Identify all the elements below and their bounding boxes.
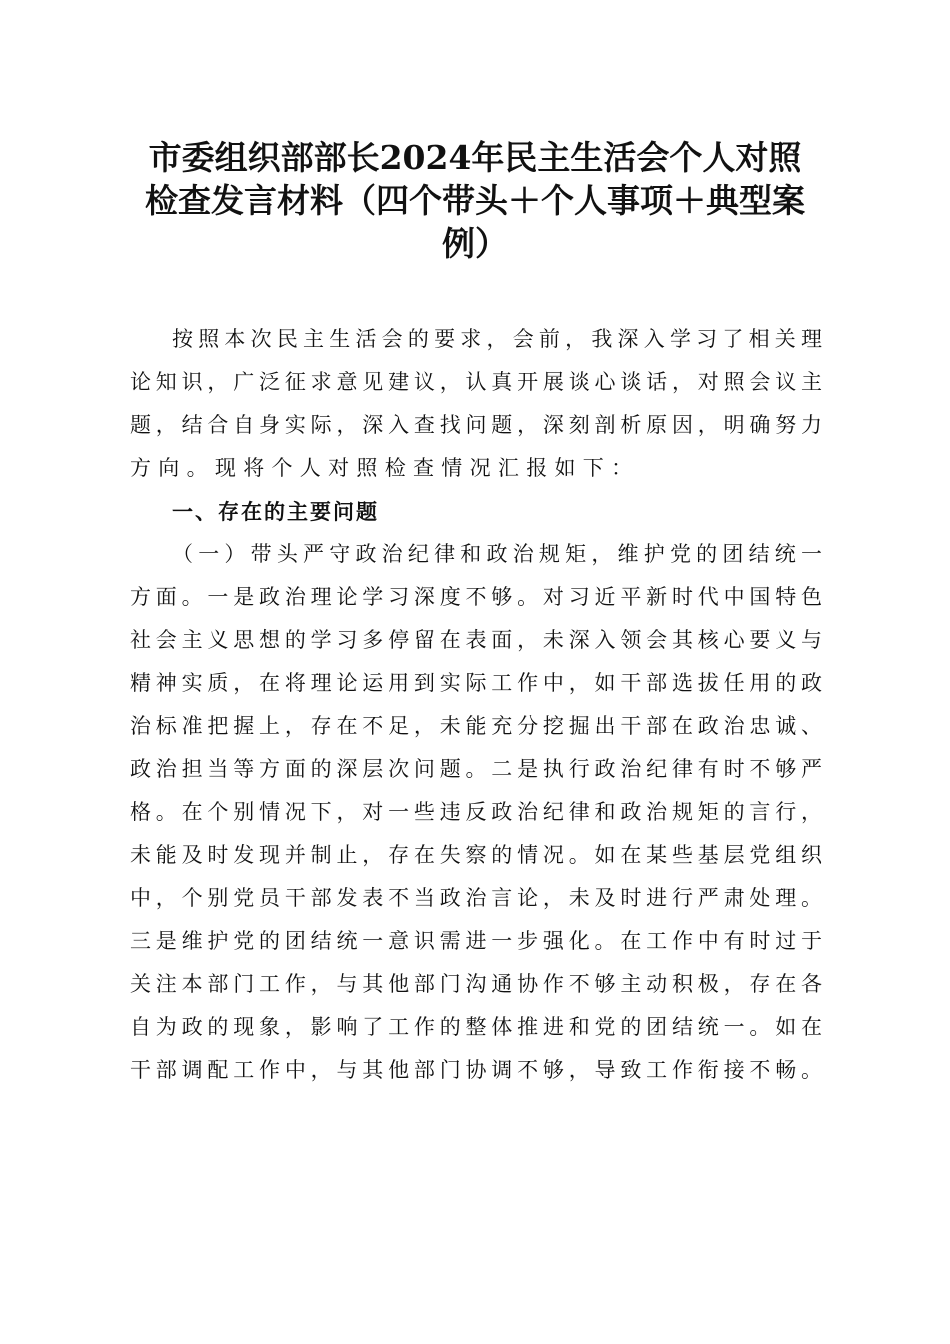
text-line: 治标准把握上，存在不足，未能充分挖掘出干部在政治忠诚、 [130,714,822,738]
text-line: 关注本部门工作，与其他部门沟通协作不够主动积极，存在各 [130,972,822,996]
title-line-1: 市委组织部部长2024年民主生活会个人对照 [148,138,802,177]
section-heading: 一、存在的主要问题 [172,499,379,524]
text-line: 论知识，广泛征求意见建议，认真开展谈心谈话，对照会议主 [130,370,822,394]
text-line: 未能及时发现并制止，存在失察的情况。如在某些基层党组织 [130,843,822,867]
text-line: 题，结合自身实际，深入查找问题，深刻剖析原因，明确努力 [130,413,822,437]
text-line: 政治担当等方面的深层次问题。二是执行政治纪律有时不够严 [130,757,822,781]
text-line: 干部调配工作中，与其他部门协调不够，导致工作衔接不畅。 [130,1058,822,1082]
intro-paragraph [130,318,822,490]
text-line: 按照本次民主生活会的要求，会前，我深入学习了相关理 [172,327,822,351]
text-line: 方向。现将个人对照检查情况汇报如下： [130,456,640,480]
text-line: 精神实质，在将理论运用到实际工作中，如干部选拔任用的政 [130,671,822,695]
document-body [130,318,822,1092]
text-line: 三是维护党的团结统一意识需进一步强化。在工作中有时过于 [130,929,822,953]
title-line-3: 例） [442,224,508,263]
text-line: （一）带头严守政治纪律和政治规矩，维护党的团结统一 [172,542,822,566]
text-line: 格。在个别情况下，对一些违反政治纪律和政治规矩的言行， [130,800,822,824]
text-line: 社会主义思想的学习多停留在表面，未深入领会其核心要义与 [130,628,822,652]
document-title [110,136,840,265]
text-line: 方面。一是政治理论学习深度不够。对习近平新时代中国特色 [130,585,822,609]
text-line: 中，个别党员干部发表不当政治言论，未及时进行严肃处理。 [130,886,822,910]
text-line: 自为政的现象，影响了工作的整体推进和党的团结统一。如在 [130,1015,822,1039]
title-line-2: 检查发言材料（四个带头＋个人事项＋典型案 [145,181,805,220]
problem-paragraph [130,533,822,1092]
